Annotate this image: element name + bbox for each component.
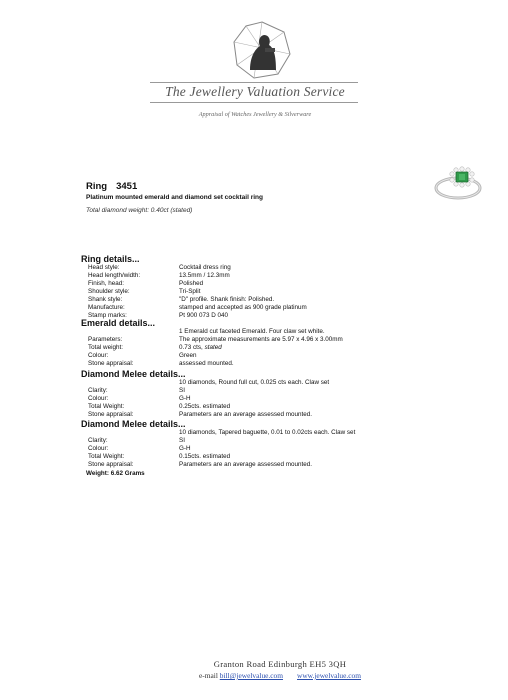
email-label: e-mail (199, 671, 220, 680)
melee2-detail-value: G-H (179, 445, 191, 452)
header-subtitle: Appraisal of Watches Jewellery & Silverware (198, 111, 312, 118)
emerald-detail-value: assessed mounted. (179, 360, 234, 367)
ring-detail-label: Manufacture: (88, 304, 125, 311)
melee2-intro: 10 diamonds, Tapered baguette, 0.01 to 0.02cts each. Claw set (179, 429, 356, 436)
melee2-details-heading: Diamond Melee details... (81, 419, 186, 429)
ring-detail-value: stamped and accepted as 900 grade platinum (179, 304, 307, 311)
melee2-detail-value: SI (179, 437, 185, 444)
company-logo (232, 20, 292, 80)
emerald-detail-value (179, 344, 222, 351)
emerald-detail-label: Colour: (88, 352, 109, 359)
ring-detail-value: Pt 900 073 D 040 (179, 312, 229, 319)
emerald-detail-value: The approximate measurements are 5.97 x 4.96 x 3.00mm (179, 336, 343, 343)
melee1-detail-label: Clarity: (88, 387, 108, 394)
melee1-details-heading: Diamond Melee details... (81, 369, 186, 379)
melee1-detail-label: Stone appraisal: (88, 411, 134, 418)
header-rule-top (150, 82, 358, 83)
ring-details-heading: Ring details... (81, 254, 140, 264)
footer-address: Granton Road Edinburgh EH5 3QH (213, 659, 347, 669)
total-diamond-weight: Total diamond weight: 0.40ct (stated) (86, 207, 193, 214)
melee2-detail-value: Parameters are an average assessed mounted. (179, 461, 313, 468)
ring-detail-label: Head length/width: (88, 272, 141, 279)
emerald-detail-label: Stone appraisal: (88, 360, 134, 367)
ring-detail-label: Head style: (88, 264, 120, 271)
melee2-detail-label: Stone appraisal: (88, 461, 134, 468)
emerald-detail-label: Parameters: (88, 336, 123, 343)
header-rule-bottom (150, 102, 358, 103)
emerald-weight-qualifier: stated (204, 344, 222, 351)
melee2-detail-label: Total Weight: (88, 453, 125, 460)
item-title-label: Ring (86, 181, 108, 192)
website-link[interactable]: www.jewelvalue.com (297, 671, 361, 680)
melee1-detail-value: Parameters are an average assessed mounted. (179, 411, 313, 418)
item-title (86, 181, 137, 192)
ring-detail-value: "D" profile. Shank finish: Polished. (179, 296, 275, 303)
melee2-detail-label: Colour: (88, 445, 109, 452)
emerald-weight-value: 0.73 cts, (179, 344, 205, 351)
melee1-detail-value: 0.25cts. estimated (179, 403, 231, 410)
item-number: 3451 (116, 181, 138, 192)
header-title: The Jewellery Valuation Service (165, 84, 345, 99)
emerald-details-heading: Emerald details... (81, 318, 156, 328)
ring-detail-value: Tri-Split (179, 288, 201, 295)
ring-detail-label: Shank style: (88, 296, 123, 303)
ring-detail-label: Shoulder style: (88, 288, 130, 295)
melee1-detail-label: Total Weight: (88, 403, 125, 410)
footer-contact (150, 671, 410, 680)
melee1-detail-label: Colour: (88, 395, 109, 402)
ring-detail-label: Stamp marks: (88, 312, 127, 319)
ring-detail-value: Cocktail dress ring (179, 264, 231, 271)
ring-detail-value: 13.5mm / 12.3mm (179, 272, 230, 279)
melee1-detail-value: G-H (179, 395, 191, 402)
ring-photo (432, 160, 488, 206)
emerald-detail-value: Green (179, 352, 197, 359)
ring-detail-label: Finish, head: (88, 280, 125, 287)
item-description: Platinum mounted emerald and diamond set cocktail ring (86, 194, 263, 201)
melee1-intro: 10 diamonds, Round full cut, 0.025 cts each. Claw set (179, 379, 330, 386)
emerald-detail-label: Total weight: (88, 344, 124, 351)
email-link[interactable]: bill@jewelvalue.com (219, 671, 283, 680)
ring-detail-value: Polished (179, 280, 204, 287)
melee2-detail-label: Clarity: (88, 437, 108, 444)
melee1-detail-value: SI (179, 387, 185, 394)
ring-weight: Weight: 6.62 Grams (86, 470, 145, 477)
melee2-detail-value: 0.15cts. estimated (179, 453, 231, 460)
emerald-intro: 1 Emerald cut faceted Emerald. Four claw set white. (179, 328, 325, 335)
